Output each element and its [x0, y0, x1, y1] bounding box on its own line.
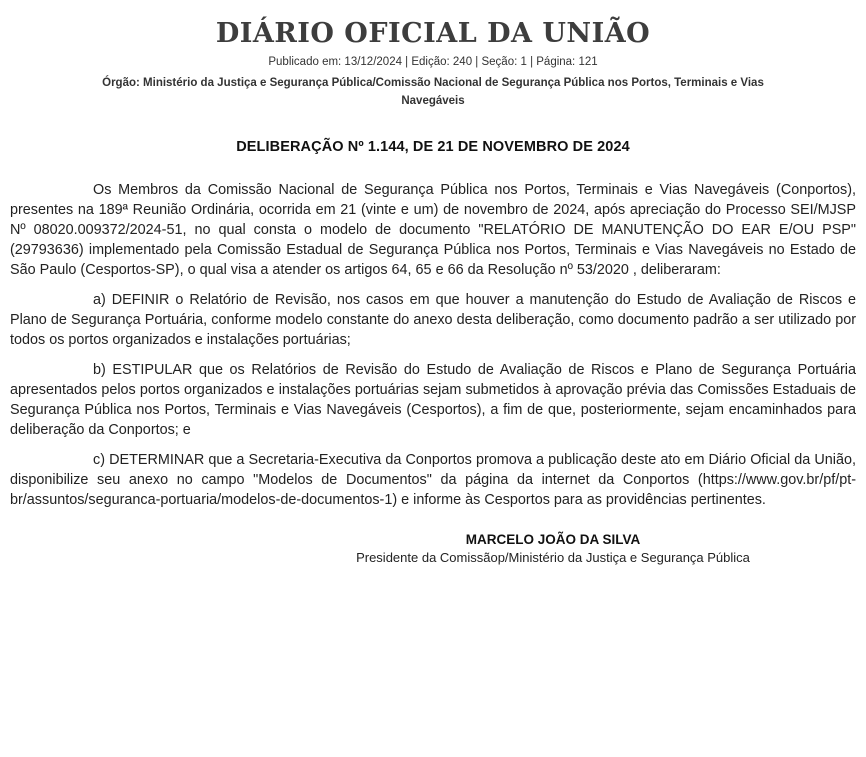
masthead	[10, 0, 856, 110]
signatory-role: Presidente da Comissãop/Ministério da Justiça e Segurança Pública	[356, 550, 750, 565]
document-body	[10, 180, 856, 510]
publication-meta: Publicado em: 13/12/2024 | Edição: 240 | Seção: 1 | Página: 121	[268, 56, 598, 68]
paragraph-b: b) ESTIPULAR que os Relatórios de Revisão do Estudo de Avaliação de Riscos e Plano de Segurança Portuária apresentados pelos portos organizados e instalações portuárias sejam submetidos à aprovação prévia das Comissões Estaduais de Segurança Pública nos Portos, Terminais e Vias Navegáveis (Cesportos), a fim de que, posteriormente, sejam encaminhados para deliberação da Conportos; e	[10, 362, 856, 438]
signatory-name: MARCELO JOÃO DA SILVA	[465, 532, 641, 547]
orgao-line	[70, 74, 796, 110]
page-title: DIÁRIO OFICIAL DA UNIÃO	[215, 18, 651, 49]
paragraph-intro: Os Membros da Comissão Nacional de Segurança Pública nos Portos, Terminais e Vias Navegáveis (Conportos), presentes na 189ª Reunião Ordinária, ocorrida em 21 (vinte e um) de novembro de 2024, após apreciação do Processo SEI/MJSP Nº 08020.009372/2024-51, no qual consta o modelo de documento "RELATÓRIO DE MANUTENÇÃO DO EAR E/OU PSP" (29793636) implementado pela Comissão Estadual de Segurança Pública nos Portos, Terminais e Vias Navegáveis no Estado de São Paulo (Cesportos-SP), o qual visa a atender os artigos 64, 65 e 66 da Resolução nº 53/2020 , deliberaram:	[10, 182, 856, 278]
orgao-value: Ministério da Justiça e Segurança Pública/Comissão Nacional de Segurança Pública nos Portos, Terminais e Vias Navegáveis	[143, 77, 764, 107]
paragraph-c: c) DETERMINAR que a Secretaria-Executiva da Conportos promova a publicação deste ato em Diário Oficial da União, disponibilize seu anexo no campo "Modelos de Documentos" da página da internet da Conportos (https://www.gov.br/pf/pt-br/assuntos/seguranca-portuaria/modelos-de-documentos-1) e informe às Cesportos para as providências pertinentes.	[10, 452, 856, 508]
paragraph-a: a) DEFINIR o Relatório de Revisão, nos casos em que houver a manutenção do Estudo de Avaliação de Riscos e Plano de Segurança Portuária, conforme modelo constante do anexo desta deliberação, como documento padrão a ser utilizado por todos os portos organizados e instalações portuárias;	[10, 292, 856, 348]
document-heading: DELIBERAÇÃO Nº 1.144, DE 21 DE NOVEMBRO DE 2024	[236, 139, 630, 155]
signature-block	[10, 531, 856, 567]
orgao-label: Órgão:	[102, 77, 140, 89]
